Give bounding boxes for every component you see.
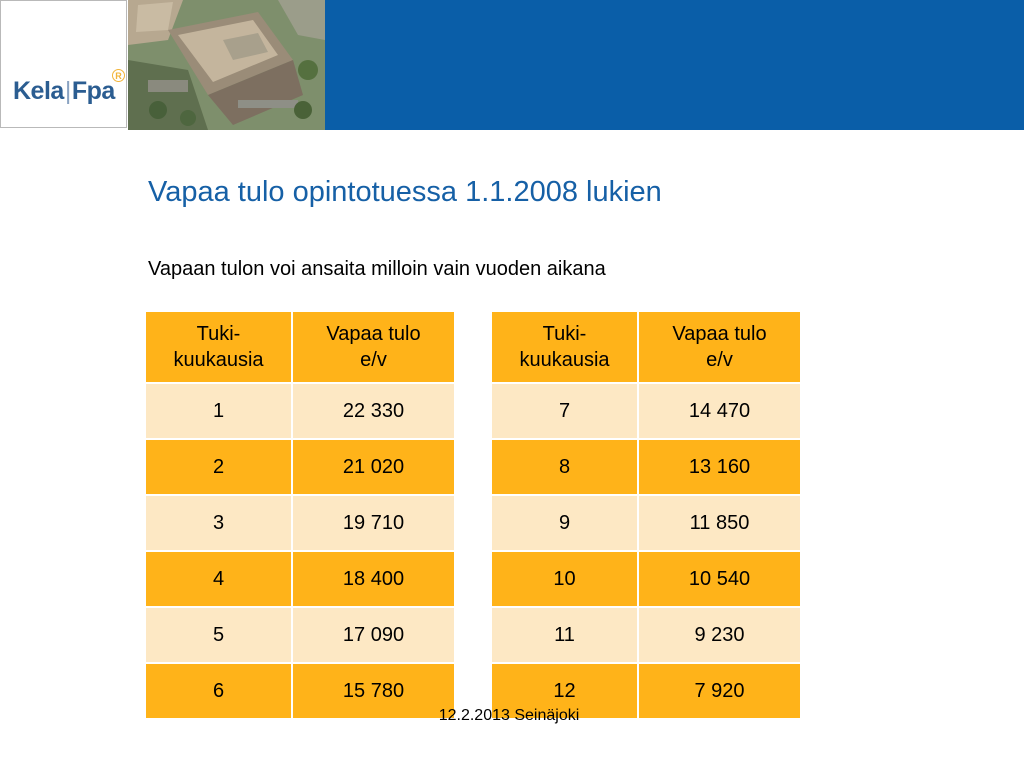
cell-income: 10 540: [638, 551, 801, 607]
cell-income: 19 710: [292, 495, 455, 551]
header-income: [292, 311, 455, 383]
cell-months: 8: [491, 439, 638, 495]
header: [0, 0, 1024, 130]
table-row: [491, 439, 801, 495]
logo-kela: Kela: [13, 77, 64, 105]
cell-income: 21 020: [292, 439, 455, 495]
cell-income: 14 470: [638, 383, 801, 439]
table-header-row: [145, 311, 455, 383]
cell-income: 11 850: [638, 495, 801, 551]
cell-months: 11: [491, 607, 638, 663]
logo-fpa: Fpa: [71, 77, 115, 105]
cell-months: 4: [145, 551, 292, 607]
registered-mark-icon: R: [112, 69, 125, 82]
header-months: [145, 311, 292, 383]
header-line: kuukausia: [519, 349, 610, 371]
cell-months: 7: [491, 383, 638, 439]
header-line: Tuki-: [196, 323, 241, 345]
cell-income: 7 920: [638, 663, 801, 719]
cell-months: 3: [145, 495, 292, 551]
cell-months: 1: [145, 383, 292, 439]
page-title: Vapaa tulo opintotuessa 1.1.2008 lukien: [148, 176, 662, 208]
cell-income: 18 400: [292, 551, 455, 607]
table-body-right: [491, 383, 801, 719]
kela-logo: [0, 0, 127, 128]
header-income: [638, 311, 801, 383]
cell-income: 17 090: [292, 607, 455, 663]
header-line: e/v: [360, 349, 387, 371]
building-photo: [128, 0, 325, 130]
cell-income: 13 160: [638, 439, 801, 495]
header-line: e/v: [706, 349, 733, 371]
cell-months: 5: [145, 607, 292, 663]
cell-months: 10: [491, 551, 638, 607]
footer-date-location: 12.2.2013 Seinäjoki: [438, 707, 580, 724]
cell-months: 2: [145, 439, 292, 495]
header-line: kuukausia: [173, 349, 264, 371]
cell-income: 15 780: [292, 663, 455, 719]
page-subtitle: Vapaan tulon voi ansaita milloin vain vuoden aikana: [148, 258, 606, 280]
table-row: [145, 439, 455, 495]
table-body-left: [145, 383, 455, 719]
table-row: [491, 607, 801, 663]
table-row: [145, 551, 455, 607]
income-table-left: [144, 310, 456, 720]
blue-banner: [325, 0, 1024, 130]
table-row: [145, 607, 455, 663]
logo-text: [13, 77, 115, 106]
aerial-building-image: [128, 0, 325, 130]
cell-income: 22 330: [292, 383, 455, 439]
cell-income: 9 230: [638, 607, 801, 663]
header-line: Vapaa tulo: [326, 323, 421, 345]
table-header-row: [491, 311, 801, 383]
header-line: Vapaa tulo: [672, 323, 767, 345]
income-table-right: [490, 310, 802, 720]
table-row: [145, 495, 455, 551]
cell-months: 6: [145, 663, 292, 719]
cell-months: 9: [491, 495, 638, 551]
table-row: [145, 383, 455, 439]
header-months: [491, 311, 638, 383]
table-row: [491, 383, 801, 439]
table-row: [491, 495, 801, 551]
header-line: Tuki-: [542, 323, 587, 345]
logo-divider: |: [64, 77, 71, 105]
table-row: [491, 551, 801, 607]
cell-months: 12: [491, 663, 638, 719]
